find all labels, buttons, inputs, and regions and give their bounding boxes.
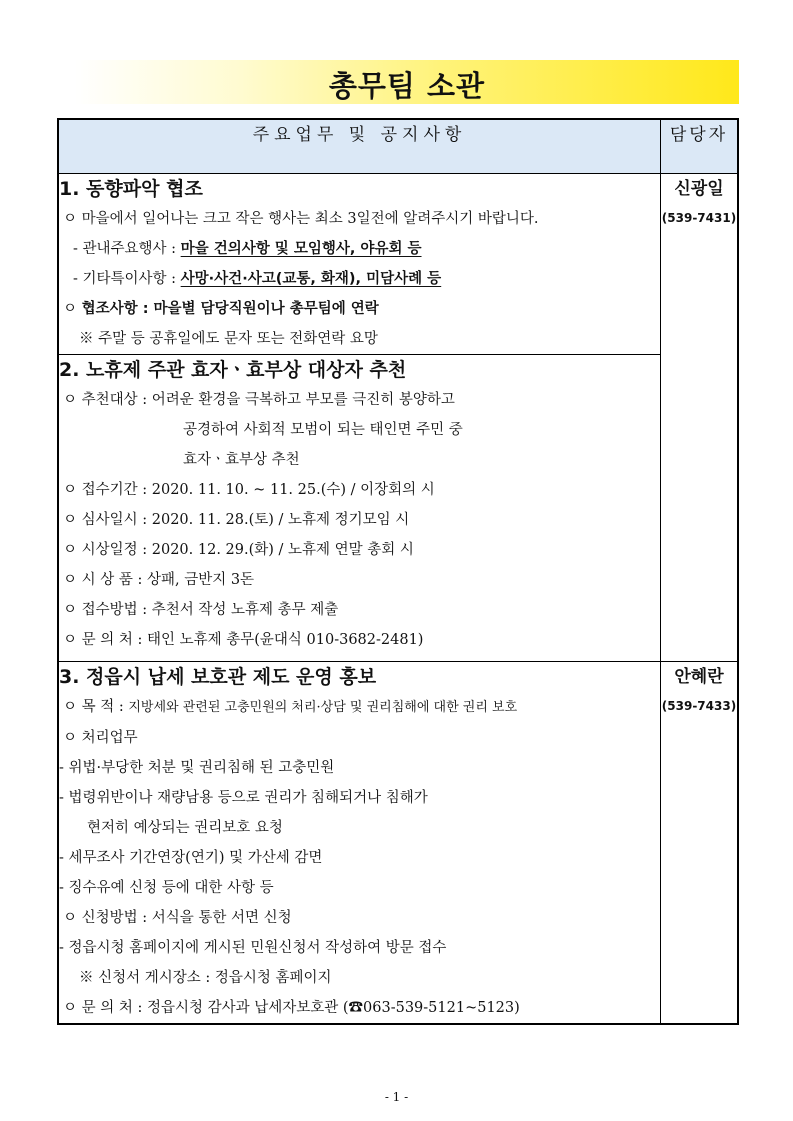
section-1-line: - 기타특이사항 : 사망·사건·사고(교통, 화재), 미담사례 등 (73, 271, 442, 287)
section-1 (58, 174, 661, 355)
section-2-line: 공경하여 사회적 모범이 되는 태인면 주민 중 (183, 422, 463, 438)
person-phone: (539-7431) (661, 211, 737, 225)
person-phone: (539-7433) (661, 699, 737, 713)
section-3-line: - 법령위반이나 재량남용 등으로 권리가 침해되거나 침해가 (59, 790, 428, 806)
section-1-heading: 1. 동향파악 협조 (59, 178, 203, 200)
person-name: 안혜란 (674, 667, 724, 687)
section-2-heading: 2. 노휴제 주관 효자ㆍ효부상 대상자 추천 (59, 359, 407, 381)
section-3-heading: 3. 정읍시 납세 보호관 제도 운영 홍보 (59, 666, 377, 688)
section-3-line: ㅇ 문 의 처 : 정읍시청 감사과 납세자보호관 (☎063-539-5121~5123) (63, 1000, 520, 1016)
title-banner (75, 60, 739, 104)
section-1-line: - 관내주요행사 : 마을 건의사항 및 모임행사, 야유회 등 (73, 241, 422, 257)
section-3-line: - 위법·부당한 처분 및 권리침해 된 고충민원 (59, 760, 335, 776)
section-3-line: - 정읍시청 홈페이지에 게시된 민원신청서 작성하여 방문 접수 (59, 940, 447, 956)
section-3-line: ㅇ 목 적 : 지방세와 관련된 고충민원의 처리·상담 및 권리침해에 대한 권리 보호 (63, 699, 518, 715)
section-3-line: - 세무조사 기간연장(연기) 및 가산세 감면 (59, 850, 323, 866)
page-title: 총무팀 소관 (328, 69, 486, 103)
section-2-line: ㅇ 심사일시 : 2020. 11. 28.(토) / 노휴제 정기모임 시 (63, 512, 410, 528)
section-2-line: ㅇ 시상일정 : 2020. 12. 29.(화) / 노휴제 연말 총회 시 (63, 542, 414, 558)
header-person: 담당자 (661, 119, 739, 174)
section-2-line: ㅇ 접수기간 : 2020. 11. 10. ~ 11. 25.(수) / 이장회의 시 (63, 482, 435, 498)
person-name: 신광일 (674, 179, 724, 199)
section-1-line: ※ 주말 등 공휴일에도 문자 또는 전화연락 요망 (79, 331, 378, 347)
section-1-line: ㅇ 협조사항 : 마을별 담당직원이나 총무팀에 연락 (63, 301, 379, 317)
page-number: - 1 - (384, 1090, 409, 1104)
section-2-line: ㅇ 접수방법 : 추천서 작성 노휴제 총무 제출 (63, 602, 339, 618)
section-3-line: ㅇ 처리업무 (63, 730, 138, 746)
section-1-line: ㅇ 마을에서 일어나는 크고 작은 행사는 최소 3일전에 알려주시기 바랍니다. (63, 211, 539, 227)
notice-table (57, 118, 739, 1025)
section-2-line: 효자ㆍ효부상 추천 (183, 452, 300, 468)
section-2 (58, 355, 661, 662)
person-cell-2 (661, 662, 739, 1025)
section-3 (58, 662, 661, 1025)
person-cell-1 (661, 174, 739, 662)
section-3-line: ※ 신청서 게시장소 : 정읍시청 홈페이지 (79, 970, 332, 986)
section-3-line: ㅇ 신청방법 : 서식을 통한 서면 신청 (63, 910, 292, 926)
section-3-line: - 징수유예 신청 등에 대한 사항 등 (59, 880, 274, 896)
header-main: 주요업무 및 공지사항 (58, 119, 661, 174)
section-3-line: 현저히 예상되는 권리보호 요청 (87, 820, 283, 836)
section-2-line: ㅇ 문 의 처 : 태인 노휴제 총무(윤대식 010-3682-2481) (63, 632, 424, 648)
section-2-line: ㅇ 시 상 품 : 상패, 금반지 3돈 (63, 572, 255, 588)
section-2-line: ㅇ 추천대상 : 어려운 환경을 극복하고 부모를 극진히 봉양하고 (63, 392, 455, 408)
